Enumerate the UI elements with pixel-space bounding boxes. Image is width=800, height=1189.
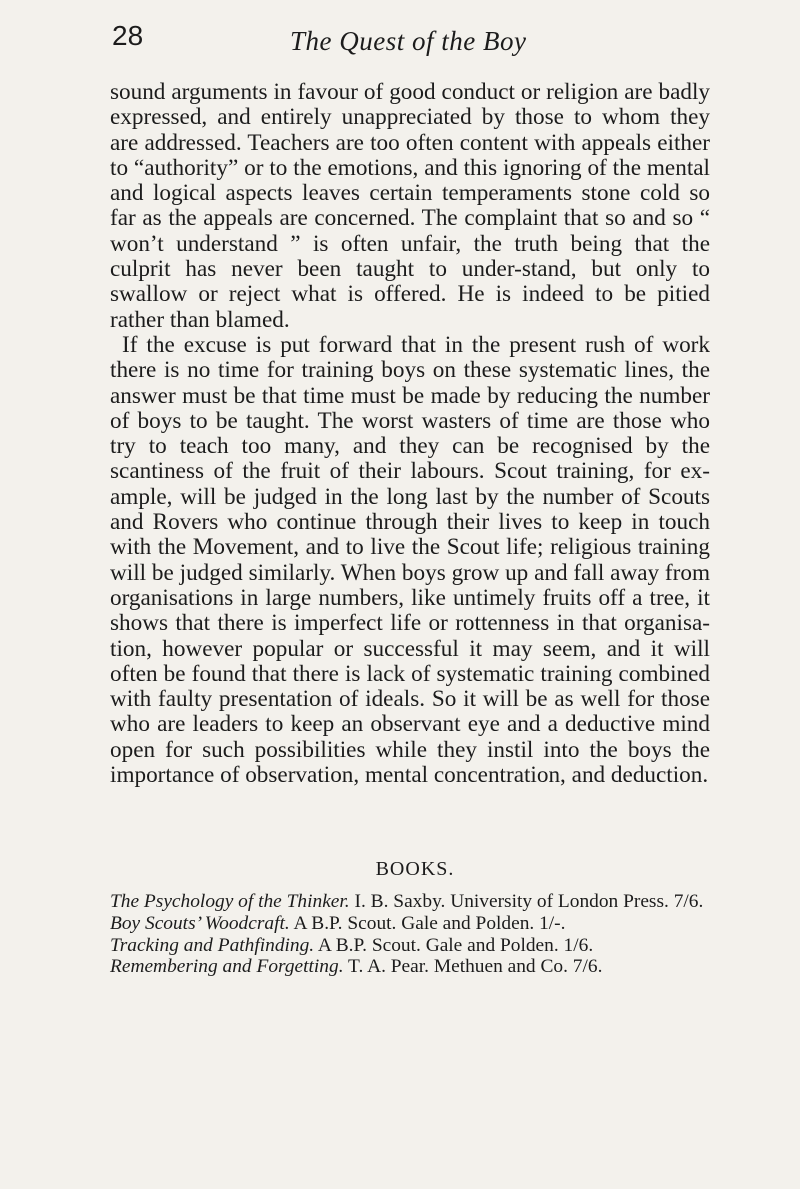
book-details: A B.P. Scout. Gale and Polden. 1/6. [314,934,594,956]
book-title: Remembering and Forgetting. [110,956,344,978]
body-text [110,80,710,788]
running-title: The Quest of the Boy [290,26,527,56]
book-entry [110,891,710,913]
book-entry [110,913,710,935]
paragraph: If the excuse is put forward that in the present rush of work there is no time for training boys on these systematic lines, the answer must be that time must be made by reducing the number of boys to be taught. The worst wasters of time are those who try to teach too many, and they can be recognised by the scantiness of the fruit of their labours. Scout training, for ex-ample, will be judged in the long last by the number of Scouts and Rovers who continue through their lives to keep in touch with the Movement, and to live the Scout life; religious training will be judged similarly. When boys grow up and fall away from organisations in large numbers, like untimely fruits off a tree, it shows that there is imperfect life or rottenness in that organisa-tion, however popular or successful it may seem, and it will often be found that there is lack of systematic training combined with faulty presentation of ideals. So it will be as well for those who are leaders to keep an observant eye and a deductive mind open for such possibilities while they instil into the boys the importance of observation, mental concentration, and deduction. [110,331,710,789]
book-details: A B.P. Scout. Gale and Polden. 1/-. [289,912,566,934]
book-title: Tracking and Pathfinding. [110,934,315,956]
book-details: T. A. Pear. Methuen and Co. 7/6. [343,956,603,978]
book-details: I. B. Saxby. University of London Press. 7/6. [349,891,704,912]
paragraph: sound arguments in favour of good conduct or religion are badly expressed, and entirely unappreciated by those to whom they are addressed. Teachers are too often content with appeals either to “authority” or to the emotions, and this ignoring of the mental and logical aspects leaves certain temperaments stone cold so far as the appeals are concerned. The complaint that so and so “ won’t understand ” is often unfair, the truth being that the culprit has never been taught to under-stand, but only to swallow or reject what is offered. He is indeed to be pitied rather than blamed. [110,79,710,333]
book-entry [110,956,710,978]
book-entry [110,935,710,957]
books-section [110,858,710,978]
page-header [0,20,800,60]
books-heading: BOOKS. [375,858,455,880]
book-title: Boy Scouts’ Woodcraft. [110,912,290,934]
page-number: 28 [112,20,144,51]
book-title: The Psychology of the Thinker. [110,891,350,912]
